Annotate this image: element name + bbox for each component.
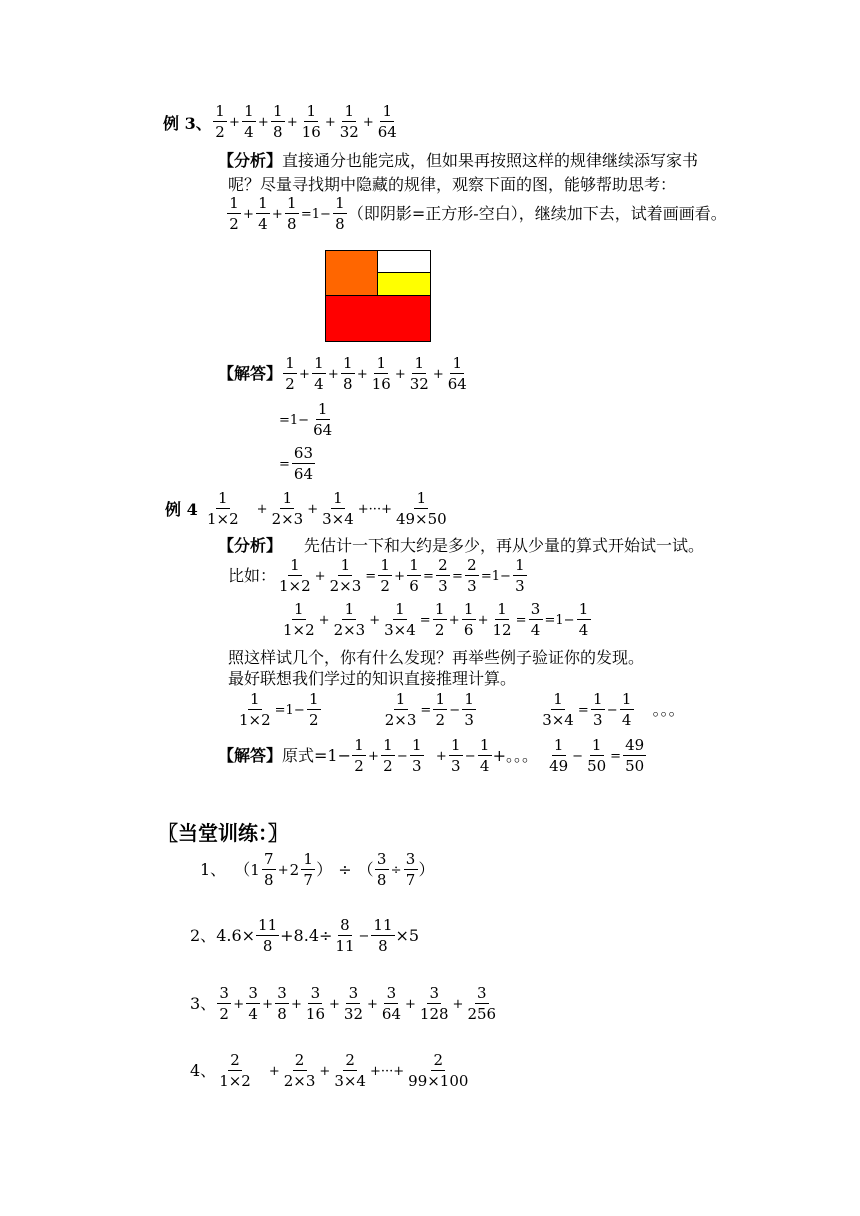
operator: +	[256, 501, 268, 517]
operator: +	[286, 114, 298, 130]
operator: +	[299, 366, 310, 382]
example3-label: 例 3、	[163, 114, 212, 133]
fraction: $\frac{1}{2}$	[213, 104, 227, 140]
fraction: $\frac{2}{99\times 100}$	[408, 1051, 469, 1090]
practice-q1: 1、 （ 1 $\frac{7}{8}$ + 2 $\frac{1}{7}$ ） ÷ （ $\frac{3}{8}$ ÷ $\frac{3}{7}$ ）	[200, 850, 435, 889]
fraction: $\frac{2}{1\times 2}$	[219, 1051, 251, 1090]
operator: +	[243, 206, 254, 222]
example4-trial1: 比如： $\frac{1}{1\times 2}$ + $\frac{1}{2\times 3}$ = $\frac{1}{2}$ + $\frac{1}{6}$ = $\frac{2}{3}$ = $\frac{2}{3}$ =1− $\frac{1}{3}$	[228, 558, 528, 594]
fraction: $\frac{1}{16}$	[301, 102, 321, 141]
practice-q4: 4、 $\frac{2}{1\times 2}$ + $\frac{2}{2\times 3}$ + $\frac{2}{3\times 4}$ +···+ $\frac{2}{99\times 100}$	[190, 1051, 469, 1090]
fraction: $\frac{1}{64}$	[447, 354, 467, 393]
practice-q2: 2、 4.6× $\frac{11}{8}$ +8.4÷ $\frac{8}{11}$ − $\frac{11}{8}$ ×5	[190, 916, 420, 955]
operator: =1−	[300, 206, 331, 222]
operator: +	[307, 501, 319, 517]
fraction: $\frac{1}{32}$	[409, 354, 429, 393]
fraction: $\frac{3}{16}$	[305, 984, 325, 1023]
operator: +	[262, 996, 273, 1012]
operator: +	[319, 1063, 331, 1079]
diagram-quarter-orange	[325, 250, 379, 297]
operator: +	[229, 114, 240, 130]
operator: +	[432, 366, 444, 382]
operator: +	[324, 114, 336, 130]
diagram-eighth-yellow	[377, 272, 431, 297]
fraction: $\frac{1}{8}$	[285, 196, 299, 232]
operator: +	[233, 996, 245, 1012]
fraction: $\frac{1}{2}$	[283, 356, 297, 392]
diagram-half-red	[325, 295, 431, 342]
operator: +	[329, 996, 340, 1012]
example3-step3: = $\frac{63}{64}$	[279, 444, 313, 483]
fraction: $\frac{3}{32}$	[343, 984, 363, 1023]
fraction: $\frac{1}{4}$	[242, 104, 256, 140]
operator: +···+	[357, 501, 392, 517]
example3-expression	[212, 104, 400, 140]
operator: +	[405, 996, 416, 1012]
fraction: $\frac{1}{8}$	[341, 356, 355, 392]
example4-answer: 【解答】 原式=1− $\frac{1}{2}$ + $\frac{1}{2}$ − $\frac{1}{3}$ + $\frac{1}{3}$ − $\frac{1}{4}$ +。。。 $\frac{1}{49}$ − $\frac{1}{50}$ = $\frac{49}{50}$	[218, 736, 645, 775]
example3-analysis-line2: 呢？尽量寻找期中隐藏的规律，观察下面的图，能够帮助思考：	[228, 175, 677, 194]
operator: +	[367, 996, 378, 1012]
fraction: $\frac{3}{2}$	[217, 986, 231, 1022]
operator: +	[394, 366, 406, 382]
example4-label: 例 4	[165, 500, 198, 519]
fraction: $\frac{1}{32}$	[339, 102, 359, 141]
fraction: $\frac{3}{256}$	[467, 984, 497, 1023]
operator: +	[291, 996, 302, 1012]
fraction: $\frac{3}{8}$	[275, 986, 289, 1022]
operator: +···+	[369, 1063, 405, 1079]
operator: +	[362, 114, 374, 130]
fraction: $\frac{1}{4}$	[312, 356, 326, 392]
example4-hint2: 最好联想我们学过的知识直接推理计算。	[228, 669, 517, 688]
fraction: $\frac{1}{2}$	[227, 196, 241, 232]
operator: +	[268, 1063, 280, 1079]
operator: +	[356, 366, 368, 382]
equation-note: （即阴影=正方形-空白），继续加下去，试着画画看。	[347, 204, 727, 223]
example4-expression	[204, 491, 450, 527]
example4-pattern: $\frac{1}{1\times 2}$ =1− $\frac{1}{2}$ $\frac{1}{2\times 3}$ = $\frac{1}{2}$ − $\frac{1}{3}$ $\frac{1}{3\times 4}$ = $\frac{1}{3}$ − $\frac{1}{4}$ 。。。	[239, 690, 685, 729]
diagram-blank-white	[377, 250, 431, 274]
fraction: $\frac{3}{64}$	[381, 984, 401, 1023]
fraction: $\frac{1}{1\times 2}$	[207, 489, 239, 528]
operator: +	[452, 996, 464, 1012]
example3-step2: =1− $\frac{1}{64}$	[279, 400, 333, 439]
fraction: $\frac{3}{4}$	[246, 986, 260, 1022]
fraction: $\frac{1}{16}$	[371, 354, 391, 393]
fraction: $\frac{1}{64}$	[377, 102, 397, 141]
fraction: $\frac{2}{3\times 4}$	[334, 1051, 366, 1090]
example4-hint1: 照这样试几个，你有什么发现？再举些例子验证你的发现。	[228, 648, 645, 667]
example3-analysis-line1: 【分析】 直接通分也能完成，但如果再按照这样的规律继续添写家书	[218, 151, 699, 170]
example4-trial2: $\frac{1}{1\times 2}$ + $\frac{1}{2\times 3}$ + $\frac{1}{3\times 4}$ = $\frac{1}{2}$ + $\frac{1}{6}$ + $\frac{1}{12}$ = $\frac{3}{4}$ =1− $\frac{1}{4}$	[280, 602, 592, 638]
practice-q3: 3、 $\frac{3}{2}$ + $\frac{3}{4}$ + $\frac{3}{8}$ + $\frac{3}{16}$ + $\frac{3}{32}$ + $\frac{3}{64}$ + $\frac{3}{128}$ + $\frac{3}{256}$	[190, 984, 497, 1023]
operator: +	[327, 366, 339, 382]
fraction: $\frac{1}{4}$	[256, 196, 270, 232]
operator: +	[257, 114, 269, 130]
fraction: $\frac{2}{2\times 3}$	[283, 1051, 316, 1090]
fraction: $\frac{1}{49\times 50}$	[395, 489, 447, 528]
fraction: $\frac{1}{8}$	[271, 104, 285, 140]
fraction: $\frac{1}{2\times 3}$	[271, 489, 304, 528]
operator: +	[271, 206, 283, 222]
fraction: $\frac{1}{8}$	[333, 196, 347, 232]
fraction: $\frac{3}{128}$	[419, 984, 449, 1023]
shading-diagram	[325, 250, 429, 340]
example3-answer: 【解答】 $\frac{1}{2}$ + $\frac{1}{4}$ + $\frac{1}{8}$ + $\frac{1}{16}$ + $\frac{1}{32}$ + $\frac{1}{64}$	[218, 354, 467, 393]
practice-title: 〖当堂训练：〗	[158, 821, 288, 845]
fraction: $\frac{1}{3\times 4}$	[322, 489, 354, 528]
example3-equation	[226, 196, 727, 232]
example4-analysis: 【分析】 先估计一下和大约是多少，再从少量的算式开始试一试。	[218, 536, 705, 555]
